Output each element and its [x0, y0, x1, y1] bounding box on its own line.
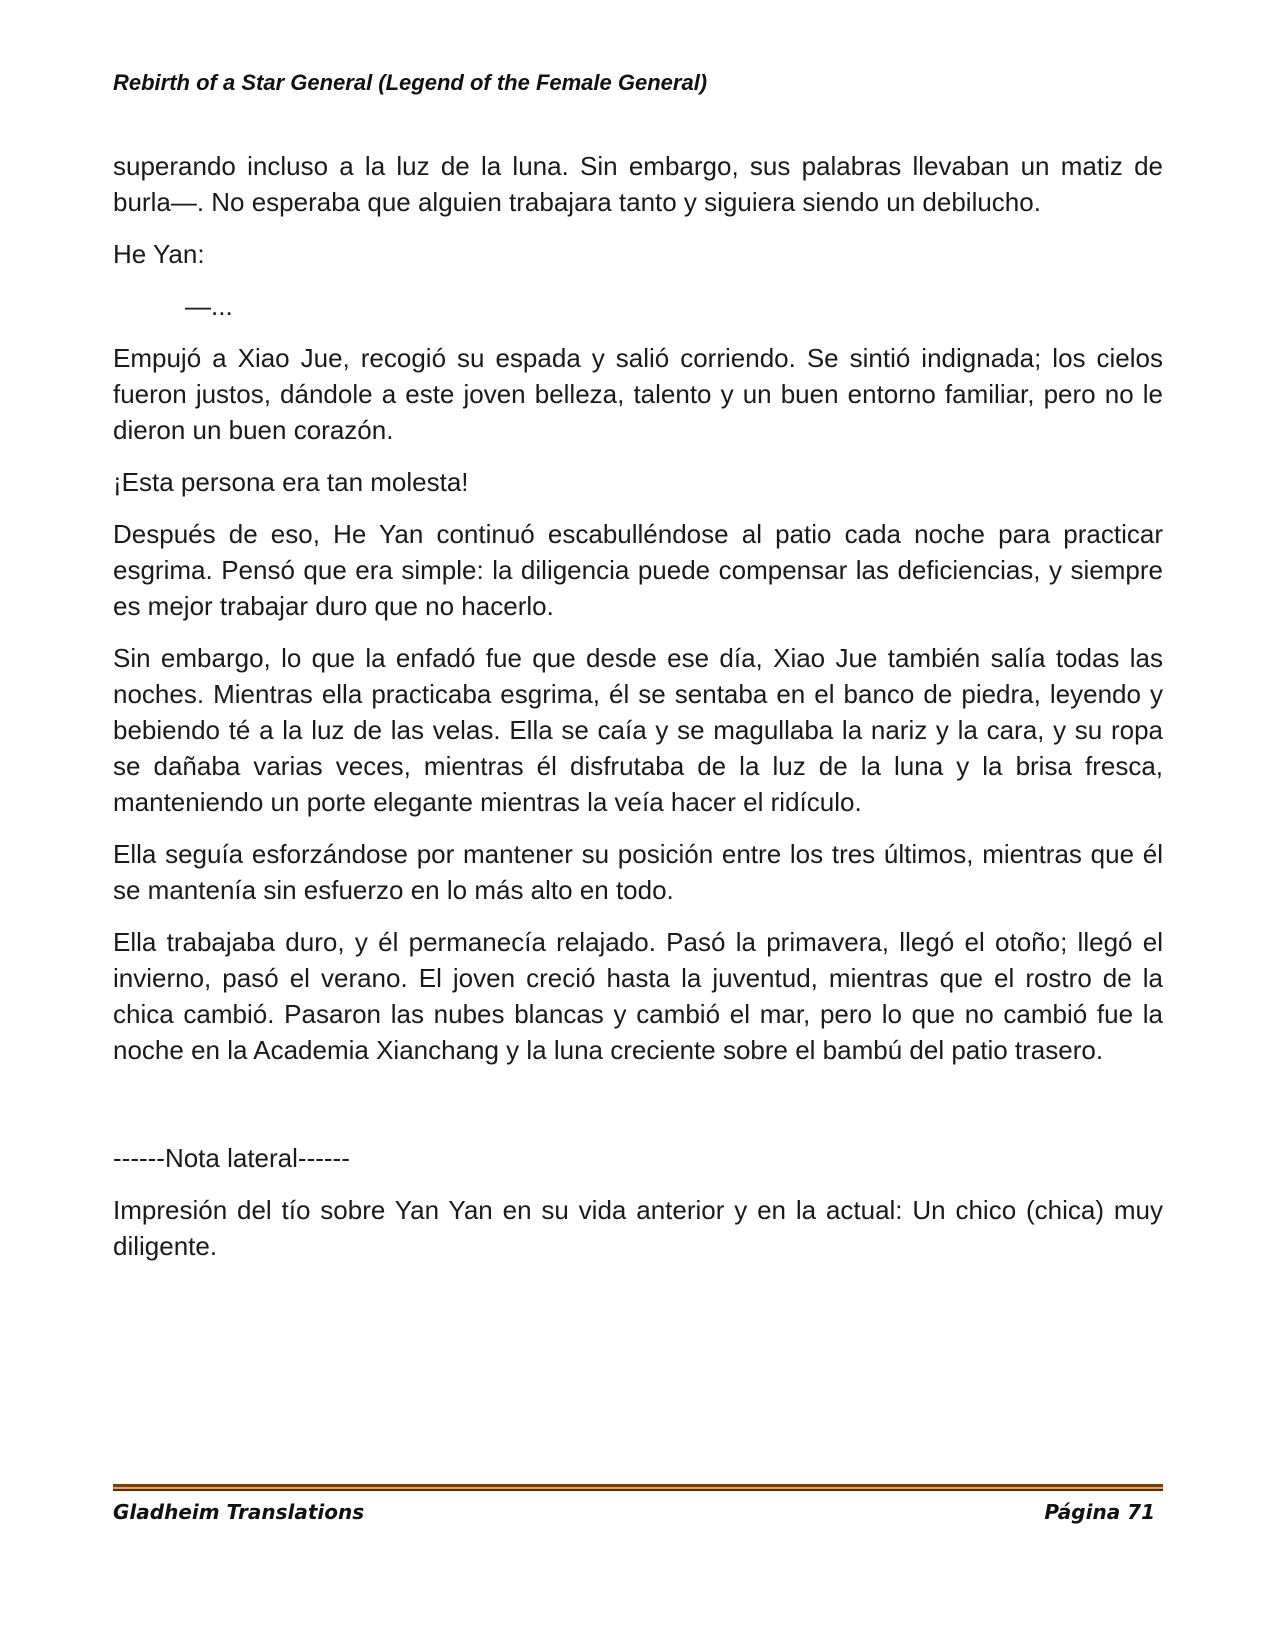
body-text: [113, 148, 1163, 1280]
dialogue-line: —...: [185, 291, 233, 321]
footer-divider: [113, 1484, 1163, 1492]
side-note-text: Impresión del tío sobre Yan Yan en su vida anterior y en la actual: Un chico (chica) muy diligente.: [113, 1195, 1163, 1261]
footer-divider-line: [113, 1489, 1163, 1491]
paragraph: ¡Esta persona era tan molesta!: [113, 467, 469, 497]
footer-publisher: Gladheim Translations: [113, 1500, 365, 1524]
paragraph: Ella seguía esforzándose por mantener su posición entre los tres últimos, mientras que él se mantenía sin esfuerzo en lo más alto en todo.: [113, 839, 1163, 905]
side-note-heading: ------Nota lateral------: [113, 1143, 350, 1173]
running-header-title: Rebirth of a Star General (Legend of the Female General): [113, 70, 708, 95]
paragraph: Ella trabajaba duro, y él permanecía relajado. Pasó la primavera, llegó el otoño; llegó el invierno, pasó el verano. El joven creció hasta la juventud, mientras que el rostro de la chica cambió. Pasaron las nubes blancas y cambió el mar, pero lo que no cambió fue la noche en la Academia Xianchang y la luna creciente sobre el bambú del patio trasero.: [113, 927, 1163, 1065]
paragraph: Después de eso, He Yan continuó escabulléndose al patio cada noche para practicar esgrima. Pensó que era simple: la diligencia puede compensar las deficiencias, y siempre es mejor trabajar duro que no hacerlo.: [113, 519, 1163, 621]
page-number: Página 71: [1044, 1500, 1155, 1524]
paragraph: superando incluso a la luz de la luna. Sin embargo, sus palabras llevaban un matiz de burla—. No esperaba que alguien trabajara tanto y siguiera siendo un debilucho.: [113, 151, 1163, 217]
paragraph: Empujó a Xiao Jue, recogió su espada y salió corriendo. Se sintió indignada; los cielos fueron justos, dándole a este joven belleza, talento y un buen entorno familiar, pero no le dieron un buen corazón.: [113, 343, 1163, 445]
paragraph: He Yan:: [113, 239, 205, 269]
paragraph: Sin embargo, lo que la enfadó fue que desde ese día, Xiao Jue también salía todas las noches. Mientras ella practicaba esgrima, él se sentaba en el banco de piedra, leyendo y bebiendo té a la luz de las velas. Ella se caía y se magullaba la nariz y la cara, y su ropa se dañaba varias veces, mientras él disfrutaba de la luz de la luna y la brisa fresca, manteniendo un porte elegante mientras la veía hacer el ridículo.: [113, 643, 1163, 817]
